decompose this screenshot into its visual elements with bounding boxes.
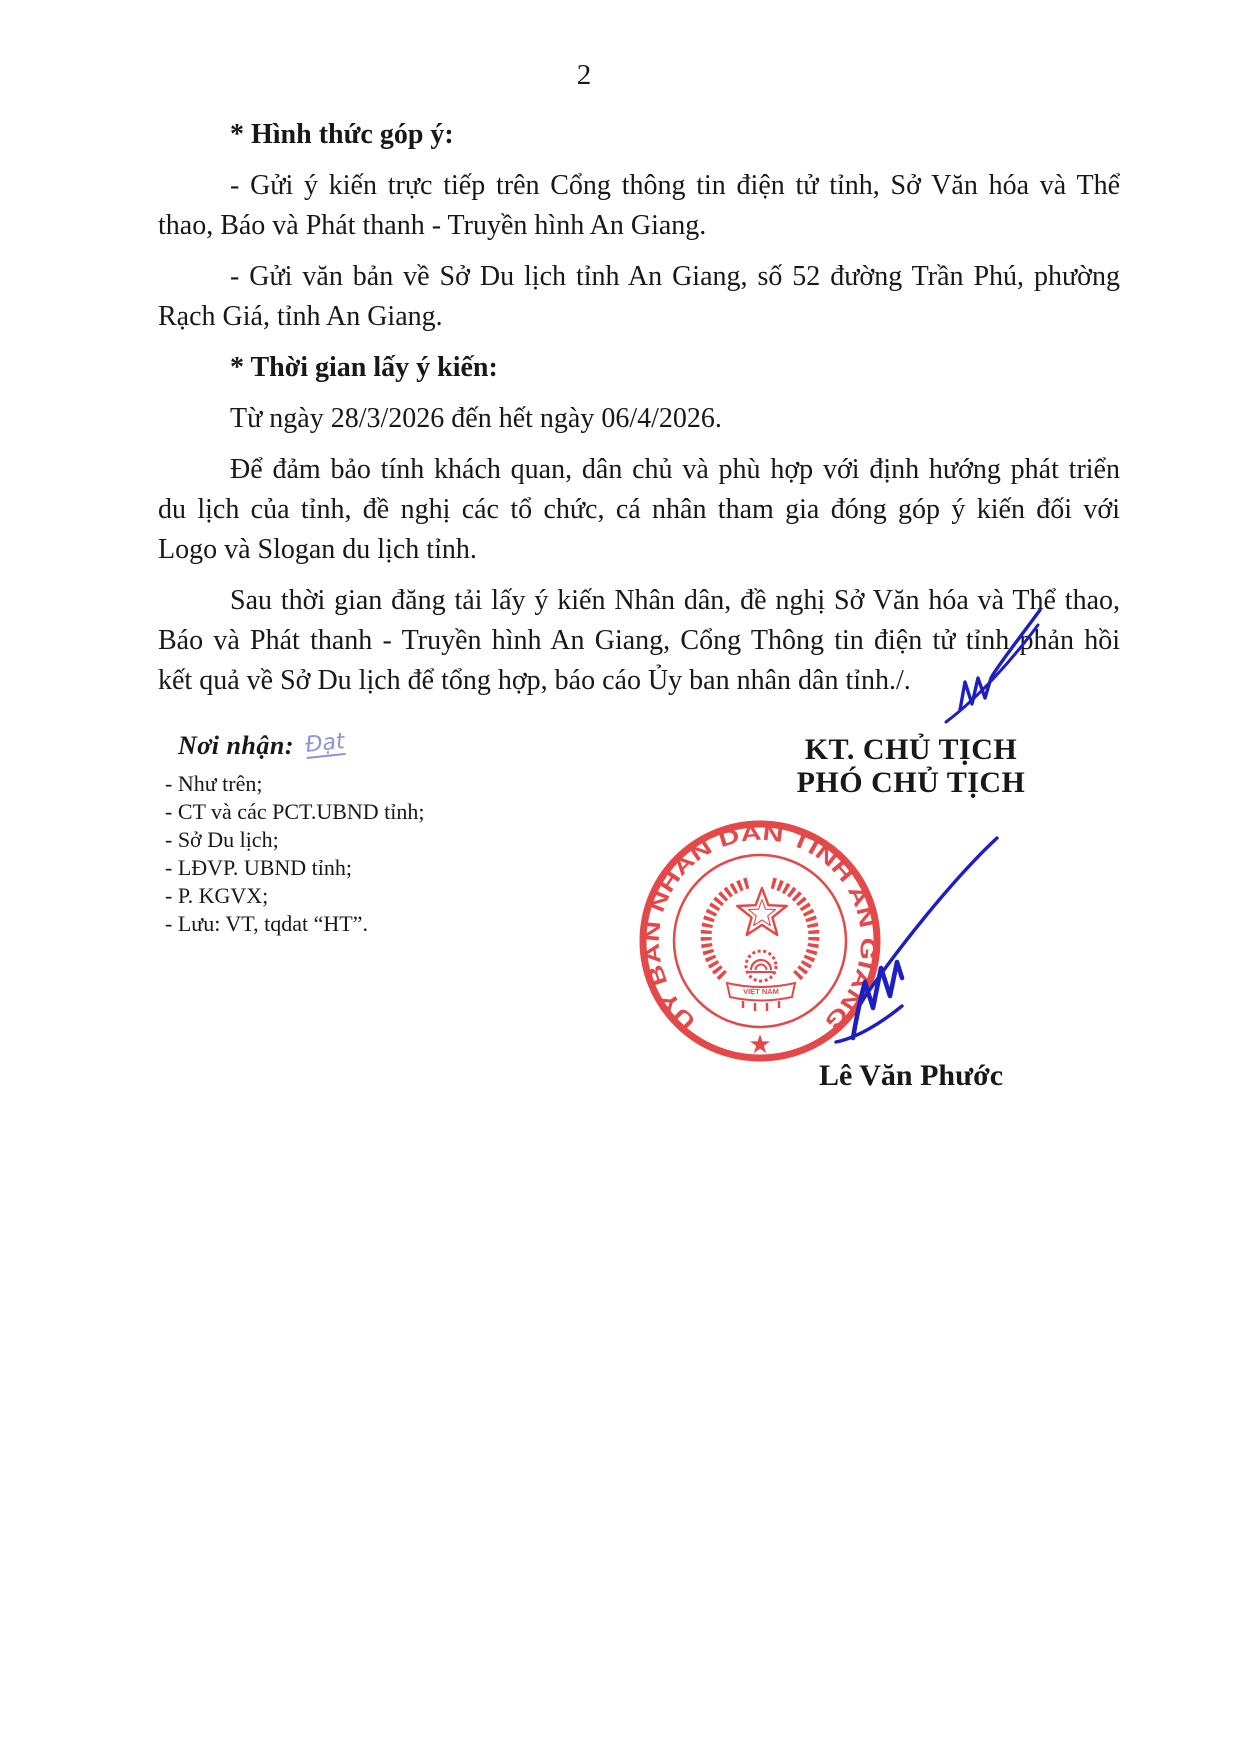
recipient-item: - P. KGVX; bbox=[165, 883, 269, 908]
text-line: Logo và Slogan du lịch tỉnh. bbox=[158, 534, 477, 565]
text-line: Sau thời gian đăng tải lấy ý kiến Nhân dân, đề nghị Sở Văn hóa và Thể thao, bbox=[230, 585, 1120, 616]
recipient-item: - CT và các PCT.UBND tỉnh; bbox=[165, 799, 425, 824]
paragraph bbox=[158, 166, 1120, 246]
signature-paraph bbox=[946, 610, 1040, 722]
text-line: - Gửi văn bản về Sở Du lịch tỉnh An Giang, số 52 đường Trần Phú, phường bbox=[230, 261, 1120, 292]
signature-main bbox=[836, 838, 997, 1042]
recipient-item: - Như trên; bbox=[165, 771, 263, 796]
text-line: * Thời gian lấy ý kiến: bbox=[230, 352, 498, 383]
recipients-list bbox=[158, 770, 425, 938]
text-line: thao, Báo và Phát thanh - Truyền hình An Giang. bbox=[158, 210, 707, 241]
section-heading bbox=[158, 115, 1120, 155]
text-line: Rạch Giá, tỉnh An Giang. bbox=[158, 301, 443, 332]
text-line: Từ ngày 28/3/2026 đến hết ngày 06/4/2026. bbox=[230, 403, 722, 434]
seal-banner-text: VIỆT NAM bbox=[743, 987, 779, 996]
text-line: Để đảm bảo tính khách quan, dân chủ và phù hợp với định hướng phát triển bbox=[230, 454, 1120, 485]
signature-autograph bbox=[820, 580, 1060, 1050]
paragraph bbox=[158, 257, 1120, 337]
paragraph bbox=[158, 450, 1120, 570]
handwritten-initial: Đạt bbox=[304, 729, 346, 759]
signer-name: Lê Văn Phước bbox=[818, 1059, 1004, 1092]
national-emblem-icon bbox=[706, 883, 814, 1011]
seal-bottom-star-icon: ★ bbox=[748, 1029, 772, 1059]
signer-title-line1: KT. CHỦ TỊCH bbox=[804, 733, 1018, 766]
paragraph bbox=[158, 399, 1120, 439]
seal-ring-text: ỦY BAN NHÂN DÂN TỈNH AN GIANG bbox=[640, 821, 880, 1034]
recipients-block bbox=[158, 731, 425, 938]
text-line: Báo và Phát thanh - Truyền hình An Giang, Cổng Thông tin điện tử tỉnh phản hồi bbox=[158, 625, 1120, 656]
recipients-header bbox=[158, 731, 425, 761]
text-line: - Gửi ý kiến trực tiếp trên Cổng thông tin điện tử tỉnh, Sở Văn hóa và Thể bbox=[230, 170, 1120, 201]
section-heading bbox=[158, 348, 1120, 388]
recipient-item: - Sở Du lịch; bbox=[165, 827, 279, 852]
recipient-item: - Lưu: VT, tqdat “HT”. bbox=[165, 911, 368, 936]
text-line: * Hình thức góp ý: bbox=[230, 119, 454, 150]
page-number: 2 bbox=[576, 59, 592, 91]
recipients-label: Nơi nhận: bbox=[178, 731, 294, 760]
text-line: kết quả về Sở Du lịch để tổng hợp, báo cáo Ủy ban nhân dân tỉnh./. bbox=[158, 665, 911, 696]
signer-title-line2: PHÓ CHỦ TỊCH bbox=[796, 766, 1026, 799]
text-line: du lịch của tỉnh, đề nghị các tổ chức, cá nhân tham gia đóng góp ý kiến đối với bbox=[158, 494, 1120, 525]
recipient-item: - LĐVP. UBND tỉnh; bbox=[165, 855, 353, 880]
